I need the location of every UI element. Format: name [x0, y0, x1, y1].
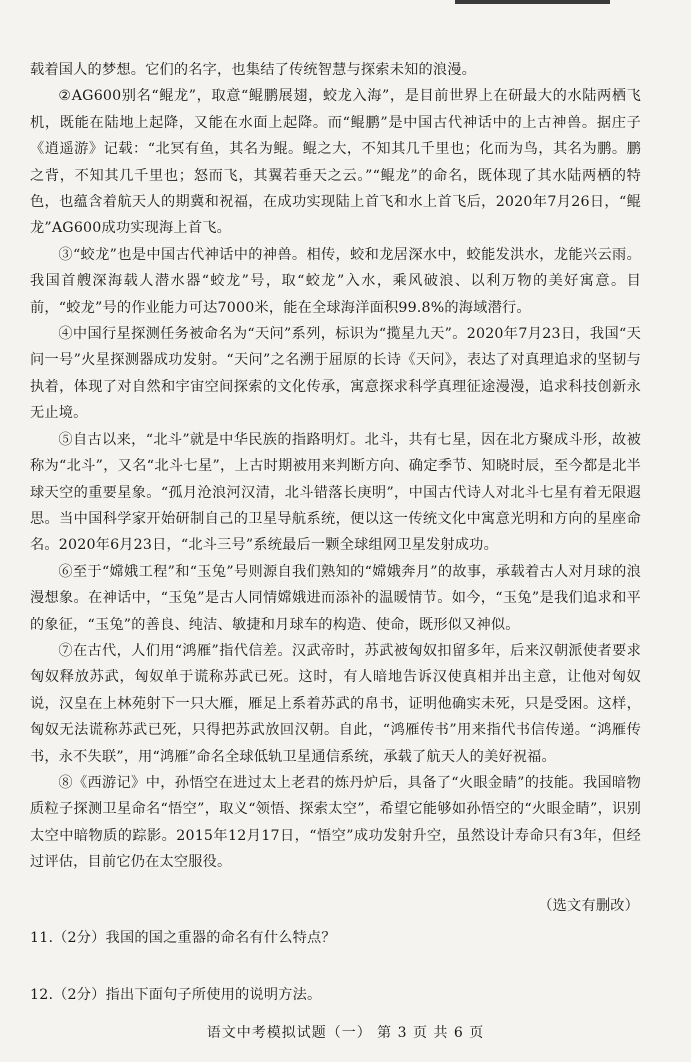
paragraph-8: ⑧《西游记》中，孙悟空在进过太上老君的炼丹炉后，具备了“火眼金睛”的技能。我国暗物质粒子探测卫星命名“悟空”，取义“领悟、探索太空”，希望它能够如孙悟空的“火眼金睛”，识别太空中暗物质的踪影。2015年12月17日，“悟空”成功发射升空，虽然设计寿命只有3年，但经过评估，目前它仍在太空服役。 — [30, 774, 641, 871]
paragraph-2: ②AG600别名“鲲龙”，取意“鲲鹏展翅，蛟龙入海”，是目前世界上在研最大的水陆两栖飞机，既能在陆地上起降，又能在水面上起降。而“鲲鹏”是中国古代神话中的上古神兽。据庄子《逍遥游》记载：“北冥有鱼，其名为鲲。鲲之大，不知其几千里也；化而为鸟，其名为鹏。鹏之背，不知其几千里也；怒而飞，其翼若垂天之云。”“鲲龙”的命名，既体现了其水陆两栖的特色，也蕴含着航天人的期冀和祝福，在成功实现陆上首飞和水上首飞后，2020年7月26日，“鲲龙”AG600成功实现海上首飞。 — [30, 88, 641, 237]
paragraph-6: ⑥至于“嫦娥工程”和“玉兔”号则源自我们熟知的“嫦娥奔月”的故事，承载着古人对月球的浪漫想象。在神话中，“玉兔”是古人同情嫦娥进而添补的温暖情节。如今，“玉兔”是我们追求和平的象征，“玉兔”的善良、纯洁、敏捷和月球车的构造、使命，既形似又神似。 — [30, 563, 641, 633]
paragraph-7: ⑦在古代，人们用“鸿雁”指代信差。汉武帝时，苏武被匈奴扣留多年，后来汉朝派使者要求匈奴释放苏武，匈奴单于谎称苏武已死。这时，有人暗地告诉汉使真相并出主意，让他对匈奴说，汉皇在上林苑射下一只大雁，雁足上系着苏武的帛书，证明他确实未死，只是受困。这样，匈奴无法谎称苏武已死，只得把苏武放回汉朝。自此，“鸿雁传书”用来指代书信传递。“鸿雁传书，永不失联”，用“鸿雁”命名全球低轨卫星通信系统，承载了航天人的美好祝福。 — [30, 642, 641, 765]
source-note: （选文有删改） — [538, 897, 639, 914]
question-12: 12.（2分）指出下面句子所使用的说明方法。 — [30, 987, 322, 1004]
paragraph-3: ③“蛟龙”也是中国古代神话中的神兽。相传，蛟和龙居深水中，蛟能发洪水，龙能兴云雨。我国首艘深海载人潜水器“蛟龙”号，取“蛟龙”入水，乘风破浪、以利万物的美好寓意。目前，“蛟龙”号的作业能力可达7000米，能在全球海洋面积99.8%的海域潜行。 — [30, 246, 641, 316]
paragraph-5: ⑤自古以来，“北斗”就是中华民族的指路明灯。北斗，共有七星，因在北方聚成斗形，故被称为“北斗”，又名“北斗七星”，上古时期被用来判断方向、确定季节、知晓时辰，至今都是北半球天空的重要星象。“孤月沧浪河汉清，北斗错落长庚明”，中国古代诗人对北斗七星有着无限遐思。当中国科学家开始研制自己的卫星导航系统，便以这一传统文化中寓意光明和方向的星座命名。2020年6月23日，“北斗三号”系统最后一颗全球组网卫星发射成功。 — [30, 431, 641, 554]
article-body — [30, 57, 641, 876]
page-footer: 语文中考模拟试题（一） 第 3 页 共 6 页 — [206, 1025, 485, 1041]
paragraph-4: ④中国行星探测任务被命名为“天问”系列，标识为“揽星九天”。2020年7月23日，我国“天问一号”火星探测器成功发射。“天问”之名溯于屈原的长诗《天问》，表达了对真理追求的坚韧与执着，体现了对自然和宇宙空间探索的文化传承，寓意探求科学真理征途漫漫，追求科技创新永无止境。 — [30, 326, 641, 422]
paragraph-1: 载着国人的梦想。它们的名字，也集结了传统智慧与探索未知的浪漫。 — [30, 62, 477, 78]
question-11: 11.（2分）我国的国之重器的命名有什么特点？ — [30, 930, 336, 946]
